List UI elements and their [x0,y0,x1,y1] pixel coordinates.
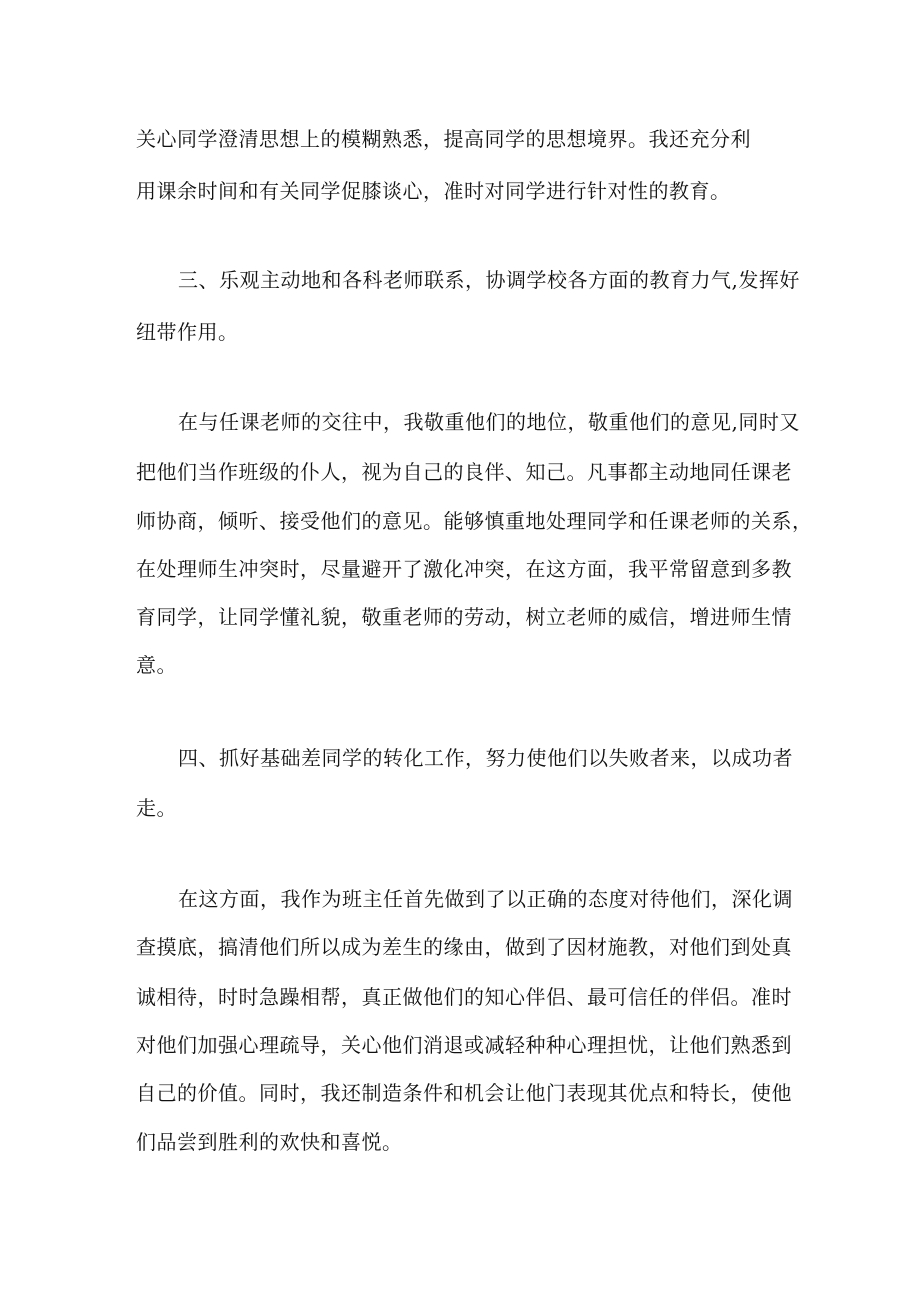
paragraph-start: 在这方面，我作为班主任首先做到了以正确的态度对待他们，深化调 [178,887,793,911]
text-line: 关心同学澄清思想上的模糊熟悉，提高同学的思想境界。我还充分利 [136,127,751,151]
text-line: 诚相待，时时急躁相帮，真正做他们的知心伴侣、最可信任的伴侣。准时 [136,985,792,1009]
text-line: 自己的价值。同时，我还制造条件和机会让他门表现其优点和特长，使他 [136,1081,792,1105]
paragraph-start: 在与任课老师的交往中，我敬重他们的地位，敬重他们的意见,同时又 [178,410,800,434]
text-line: 师协商，倾听、接受他们的意见。能够慎重地处理同学和任课老师的关系， [136,509,813,533]
text-line: 查摸底，搞清他们所以成为差生的缘由，做到了因材施教，对他们到处真 [136,935,792,959]
text-line: 在处理师生冲突时，尽量避开了激化冲突，在这方面，我平常留意到多教 [136,557,792,581]
text-line: 用课余时间和有关同学促膝谈心，准时对同学进行针对性的教育。 [136,179,731,203]
text-line: 纽带作用。 [136,320,239,344]
text-line: 把他们当作班级的仆人，视为自己的良伴、知己。凡事都主动地同任课老 [136,460,792,484]
text-line: 意。 [136,653,177,677]
text-line: 对他们加强心理疏导，关心他们消退或减轻种种心理担忧，让他们熟悉到 [136,1033,792,1057]
section-heading-4: 四、抓好基础差同学的转化工作，努力使他们以失败者来，以成功者 [178,746,793,770]
text-line: 们品尝到胜利的欢快和喜悦。 [136,1130,403,1154]
text-line: 育同学，让同学懂礼貌，敬重老师的劳动，树立老师的威信，增进师生情 [136,605,792,629]
section-heading-3: 三、乐观主动地和各科老师联系，协调学校各方面的教育力气,发挥好 [178,268,800,292]
text-line: 走。 [136,796,177,820]
